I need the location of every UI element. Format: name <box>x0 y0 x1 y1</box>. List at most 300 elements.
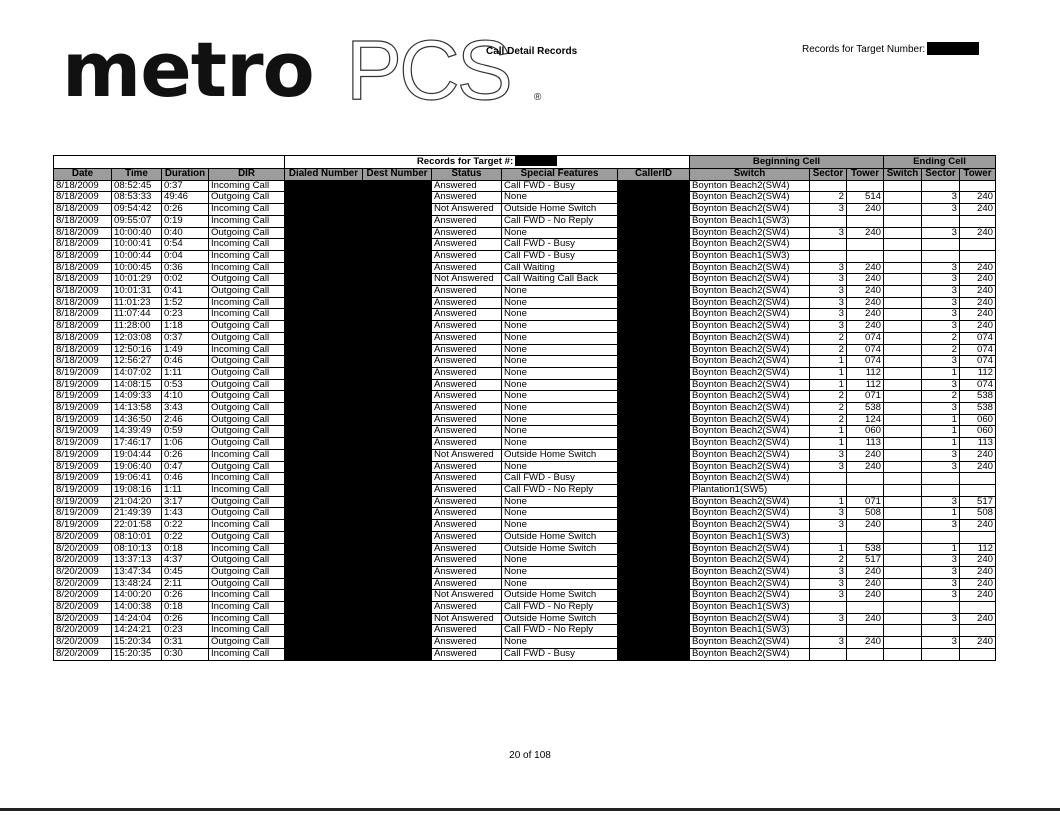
duration-cell: 0:22 <box>162 520 209 532</box>
switch-cell: Boynton Beach2(SW4) <box>690 426 810 438</box>
begin-sector-cell <box>810 602 847 614</box>
special-features-cell: None <box>502 508 618 520</box>
begin-tower-cell: 514 <box>847 192 884 204</box>
time-cell: 14:00:20 <box>112 590 162 602</box>
special-features-cell: None <box>502 344 618 356</box>
status-cell: Answered <box>432 637 502 649</box>
switch-cell: Boynton Beach2(SW4) <box>690 192 810 204</box>
redacted-dialed-number <box>285 239 363 251</box>
redacted-dest-number <box>363 508 432 520</box>
date-cell: 8/20/2009 <box>54 566 112 578</box>
time-cell: 15:20:35 <box>112 648 162 660</box>
begin-tower-cell <box>847 473 884 485</box>
redacted-caller-id <box>618 391 690 403</box>
status-cell: Answered <box>432 379 502 391</box>
end-tower-cell: 240 <box>960 449 996 461</box>
status-cell: Answered <box>432 262 502 274</box>
time-cell: 08:10:13 <box>112 543 162 555</box>
end-sector-cell: 3 <box>922 637 960 649</box>
date-cell: 8/20/2009 <box>54 625 112 637</box>
duration-cell: 2:11 <box>162 578 209 590</box>
redacted-caller-id <box>618 566 690 578</box>
redacted-dialed-number <box>285 637 363 649</box>
begin-tower-cell <box>847 250 884 262</box>
redacted-caller-id <box>618 590 690 602</box>
begin-tower-cell <box>847 484 884 496</box>
end-switch-cell <box>884 262 922 274</box>
redacted-dest-number <box>363 309 432 321</box>
redacted-caller-id <box>618 309 690 321</box>
begin-tower-cell: 240 <box>847 297 884 309</box>
end-sector-cell <box>922 625 960 637</box>
end-switch-cell <box>884 227 922 239</box>
redacted-caller-id <box>618 414 690 426</box>
begin-tower-cell: 240 <box>847 637 884 649</box>
date-cell: 8/18/2009 <box>54 239 112 251</box>
redacted-dialed-number <box>285 286 363 298</box>
redacted-dialed-number <box>285 625 363 637</box>
time-cell: 14:08:15 <box>112 379 162 391</box>
direction-cell: Outgoing Call <box>209 496 285 508</box>
duration-cell: 0:26 <box>162 204 209 216</box>
time-cell: 17:46:17 <box>112 438 162 450</box>
target-number-label <box>802 42 979 55</box>
end-sector-cell <box>922 215 960 227</box>
begin-tower-cell: 071 <box>847 496 884 508</box>
direction-cell: Outgoing Call <box>209 321 285 333</box>
redacted-dialed-number <box>285 215 363 227</box>
redacted-dest-number <box>363 286 432 298</box>
end-sector-cell: 3 <box>922 403 960 415</box>
end-switch-cell <box>884 484 922 496</box>
begin-sector-cell: 3 <box>810 286 847 298</box>
begin-tower-cell: 538 <box>847 543 884 555</box>
end-switch-cell <box>884 274 922 286</box>
redacted-caller-id <box>618 555 690 567</box>
duration-cell: 0:54 <box>162 239 209 251</box>
switch-cell: Boynton Beach2(SW4) <box>690 286 810 298</box>
end-sector-cell: 3 <box>922 578 960 590</box>
end-tower-cell <box>960 625 996 637</box>
date-cell: 8/18/2009 <box>54 180 112 192</box>
begin-tower-cell: 240 <box>847 520 884 532</box>
table-row <box>54 520 996 532</box>
special-features-cell: Call Waiting Call Back <box>502 274 618 286</box>
redacted-caller-id <box>618 520 690 532</box>
end-switch-cell <box>884 180 922 192</box>
special-features-cell: Call FWD - Busy <box>502 473 618 485</box>
redacted-dest-number <box>363 578 432 590</box>
end-sector-cell: 3 <box>922 590 960 602</box>
duration-cell: 0:22 <box>162 531 209 543</box>
switch-cell: Boynton Beach2(SW4) <box>690 520 810 532</box>
redacted-dialed-number <box>285 438 363 450</box>
duration-cell: 0:59 <box>162 426 209 438</box>
time-cell: 11:01:23 <box>112 297 162 309</box>
duration-cell: 0:26 <box>162 449 209 461</box>
direction-cell: Incoming Call <box>209 648 285 660</box>
begin-sector-cell: 1 <box>810 543 847 555</box>
special-features-cell: Call FWD - No Reply <box>502 602 618 614</box>
end-sector-cell: 3 <box>922 520 960 532</box>
column-header: Switch <box>690 169 810 181</box>
redacted-dest-number <box>363 204 432 216</box>
begin-sector-cell <box>810 484 847 496</box>
table-row <box>54 602 996 614</box>
redacted-caller-id <box>618 648 690 660</box>
end-switch-cell <box>884 566 922 578</box>
end-tower-cell: 538 <box>960 403 996 415</box>
switch-cell: Boynton Beach1(SW3) <box>690 531 810 543</box>
begin-sector-cell <box>810 473 847 485</box>
end-switch-cell <box>884 426 922 438</box>
begin-sector-cell: 3 <box>810 637 847 649</box>
begin-sector-cell <box>810 531 847 543</box>
redacted-target-number <box>927 42 979 55</box>
table-row <box>54 227 996 239</box>
redacted-dialed-number <box>285 555 363 567</box>
time-cell: 13:37:13 <box>112 555 162 567</box>
redacted-dialed-number <box>285 578 363 590</box>
end-sector-cell: 3 <box>922 262 960 274</box>
date-cell: 8/19/2009 <box>54 426 112 438</box>
time-cell: 21:04:20 <box>112 496 162 508</box>
redacted-dest-number <box>363 566 432 578</box>
redacted-dest-number <box>363 613 432 625</box>
direction-cell: Outgoing Call <box>209 438 285 450</box>
table-row <box>54 297 996 309</box>
column-header: Duration <box>162 169 209 181</box>
redacted-caller-id <box>618 461 690 473</box>
end-switch-cell <box>884 192 922 204</box>
status-cell: Answered <box>432 531 502 543</box>
direction-cell: Outgoing Call <box>209 332 285 344</box>
date-cell: 8/19/2009 <box>54 449 112 461</box>
direction-cell: Outgoing Call <box>209 356 285 368</box>
status-cell: Answered <box>432 403 502 415</box>
status-cell: Answered <box>432 332 502 344</box>
begin-sector-cell: 3 <box>810 204 847 216</box>
direction-cell: Incoming Call <box>209 449 285 461</box>
special-features-cell: Outside Home Switch <box>502 543 618 555</box>
begin-tower-cell: 240 <box>847 613 884 625</box>
end-sector-cell: 1 <box>922 438 960 450</box>
status-cell: Not Answered <box>432 590 502 602</box>
end-sector-cell <box>922 648 960 660</box>
end-switch-cell <box>884 250 922 262</box>
switch-cell: Boynton Beach2(SW4) <box>690 508 810 520</box>
end-tower-cell: 240 <box>960 262 996 274</box>
duration-cell: 0:19 <box>162 215 209 227</box>
begin-tower-cell: 240 <box>847 274 884 286</box>
redacted-dest-number <box>363 461 432 473</box>
direction-cell: Outgoing Call <box>209 578 285 590</box>
redacted-dialed-number <box>285 192 363 204</box>
begin-tower-cell: 240 <box>847 578 884 590</box>
beginning-cell-header: Beginning Cell <box>690 156 884 169</box>
begin-tower-cell: 508 <box>847 508 884 520</box>
begin-tower-cell <box>847 180 884 192</box>
direction-cell: Incoming Call <box>209 602 285 614</box>
direction-cell: Outgoing Call <box>209 555 285 567</box>
date-cell: 8/18/2009 <box>54 332 112 344</box>
begin-tower-cell <box>847 215 884 227</box>
begin-sector-cell: 1 <box>810 356 847 368</box>
date-cell: 8/20/2009 <box>54 613 112 625</box>
time-cell: 09:55:07 <box>112 215 162 227</box>
end-switch-cell <box>884 473 922 485</box>
time-cell: 19:08:16 <box>112 484 162 496</box>
end-tower-cell: 112 <box>960 367 996 379</box>
switch-cell: Boynton Beach2(SW4) <box>690 496 810 508</box>
special-features-cell: None <box>502 321 618 333</box>
column-header: Sector <box>922 169 960 181</box>
end-sector-cell: 3 <box>922 496 960 508</box>
redacted-dest-number <box>363 625 432 637</box>
redacted-dialed-number <box>285 297 363 309</box>
redacted-dialed-number <box>285 473 363 485</box>
end-sector-cell: 3 <box>922 286 960 298</box>
status-cell: Answered <box>432 496 502 508</box>
table-row <box>54 379 996 391</box>
redacted-dest-number <box>363 426 432 438</box>
status-cell: Answered <box>432 426 502 438</box>
special-features-cell: Outside Home Switch <box>502 449 618 461</box>
end-switch-cell <box>884 403 922 415</box>
special-features-cell: Call FWD - Busy <box>502 648 618 660</box>
duration-cell: 1:52 <box>162 297 209 309</box>
direction-cell: Incoming Call <box>209 297 285 309</box>
end-switch-cell <box>884 461 922 473</box>
direction-cell: Outgoing Call <box>209 426 285 438</box>
table-row <box>54 332 996 344</box>
begin-sector-cell: 3 <box>810 520 847 532</box>
table-row <box>54 286 996 298</box>
status-cell: Answered <box>432 297 502 309</box>
table-row <box>54 508 996 520</box>
redacted-caller-id <box>618 204 690 216</box>
date-cell: 8/19/2009 <box>54 367 112 379</box>
table-row <box>54 321 996 333</box>
special-features-cell: None <box>502 438 618 450</box>
begin-tower-cell: 060 <box>847 426 884 438</box>
end-tower-cell: 060 <box>960 426 996 438</box>
redacted-dialed-number <box>285 403 363 415</box>
end-sector-cell <box>922 602 960 614</box>
redacted-caller-id <box>618 180 690 192</box>
end-switch-cell <box>884 449 922 461</box>
special-features-cell: None <box>502 520 618 532</box>
begin-sector-cell <box>810 215 847 227</box>
direction-cell: Incoming Call <box>209 484 285 496</box>
switch-cell: Boynton Beach2(SW4) <box>690 344 810 356</box>
duration-cell: 1:49 <box>162 344 209 356</box>
begin-sector-cell: 3 <box>810 578 847 590</box>
special-features-cell: None <box>502 332 618 344</box>
begin-tower-cell: 112 <box>847 379 884 391</box>
time-cell: 12:50:16 <box>112 344 162 356</box>
time-cell: 12:03:08 <box>112 332 162 344</box>
begin-sector-cell: 2 <box>810 332 847 344</box>
date-cell: 8/19/2009 <box>54 414 112 426</box>
begin-tower-cell: 538 <box>847 403 884 415</box>
date-cell: 8/20/2009 <box>54 637 112 649</box>
begin-tower-cell: 112 <box>847 367 884 379</box>
redacted-dest-number <box>363 520 432 532</box>
table-row <box>54 613 996 625</box>
duration-cell: 0:47 <box>162 461 209 473</box>
redacted-caller-id <box>618 531 690 543</box>
end-switch-cell <box>884 508 922 520</box>
table-row <box>54 590 996 602</box>
end-tower-cell <box>960 531 996 543</box>
special-features-cell: Call FWD - Busy <box>502 239 618 251</box>
duration-cell: 1:11 <box>162 367 209 379</box>
redacted-caller-id <box>618 332 690 344</box>
status-cell: Answered <box>432 602 502 614</box>
end-sector-cell: 2 <box>922 391 960 403</box>
status-cell: Answered <box>432 215 502 227</box>
redacted-caller-id <box>618 403 690 415</box>
date-cell: 8/18/2009 <box>54 286 112 298</box>
time-cell: 14:09:33 <box>112 391 162 403</box>
direction-cell: Incoming Call <box>209 262 285 274</box>
duration-cell: 1:06 <box>162 438 209 450</box>
special-features-cell: Call Waiting <box>502 262 618 274</box>
status-cell: Answered <box>432 344 502 356</box>
redacted-caller-id <box>618 426 690 438</box>
redacted-dest-number <box>363 227 432 239</box>
duration-cell: 0:31 <box>162 637 209 649</box>
target-number-text: Records for Target Number: <box>802 44 926 55</box>
direction-cell: Outgoing Call <box>209 403 285 415</box>
begin-tower-cell: 240 <box>847 309 884 321</box>
end-tower-cell: 240 <box>960 461 996 473</box>
direction-cell: Incoming Call <box>209 625 285 637</box>
redacted-dest-number <box>363 484 432 496</box>
end-tower-cell: 240 <box>960 578 996 590</box>
end-switch-cell <box>884 391 922 403</box>
begin-sector-cell <box>810 648 847 660</box>
redacted-dialed-number <box>285 309 363 321</box>
redacted-caller-id <box>618 625 690 637</box>
begin-sector-cell: 3 <box>810 566 847 578</box>
status-cell: Answered <box>432 508 502 520</box>
redacted-dest-number <box>363 414 432 426</box>
begin-sector-cell: 2 <box>810 403 847 415</box>
special-features-cell: None <box>502 555 618 567</box>
status-cell: Answered <box>432 438 502 450</box>
duration-cell: 0:23 <box>162 625 209 637</box>
special-features-cell: Call FWD - Busy <box>502 250 618 262</box>
redacted-dest-number <box>363 215 432 227</box>
redacted-caller-id <box>618 578 690 590</box>
special-features-cell: None <box>502 578 618 590</box>
date-cell: 8/20/2009 <box>54 531 112 543</box>
special-features-cell: None <box>502 379 618 391</box>
end-tower-cell <box>960 473 996 485</box>
page-number: 20 of 108 <box>509 750 551 761</box>
column-header: Tower <box>960 169 996 181</box>
status-cell: Answered <box>432 192 502 204</box>
end-switch-cell <box>884 613 922 625</box>
end-switch-cell <box>884 367 922 379</box>
redacted-caller-id <box>618 286 690 298</box>
direction-cell: Incoming Call <box>209 215 285 227</box>
time-cell: 19:04:44 <box>112 449 162 461</box>
direction-cell: Incoming Call <box>209 543 285 555</box>
redacted-dialed-number <box>285 204 363 216</box>
special-features-cell: None <box>502 356 618 368</box>
time-cell: 10:00:40 <box>112 227 162 239</box>
special-features-cell: Call FWD - Busy <box>502 180 618 192</box>
direction-cell: Incoming Call <box>209 250 285 262</box>
switch-cell: Boynton Beach2(SW4) <box>690 180 810 192</box>
status-cell: Not Answered <box>432 449 502 461</box>
end-tower-cell: 074 <box>960 332 996 344</box>
redacted-caller-id <box>618 508 690 520</box>
table-row <box>54 215 996 227</box>
end-sector-cell: 3 <box>922 555 960 567</box>
switch-cell: Boynton Beach2(SW4) <box>690 367 810 379</box>
time-cell: 14:24:04 <box>112 613 162 625</box>
end-tower-cell: 240 <box>960 321 996 333</box>
begin-tower-cell <box>847 531 884 543</box>
switch-cell: Boynton Beach2(SW4) <box>690 356 810 368</box>
redacted-dialed-number <box>285 602 363 614</box>
end-sector-cell: 1 <box>922 367 960 379</box>
logo-registered-mark: ® <box>534 92 542 103</box>
duration-cell: 2:46 <box>162 414 209 426</box>
date-cell: 8/19/2009 <box>54 403 112 415</box>
redacted-caller-id <box>618 613 690 625</box>
direction-cell: Outgoing Call <box>209 508 285 520</box>
begin-tower-cell: 240 <box>847 227 884 239</box>
begin-tower-cell: 124 <box>847 414 884 426</box>
redacted-dialed-number <box>285 508 363 520</box>
date-cell: 8/18/2009 <box>54 204 112 216</box>
duration-cell: 0:36 <box>162 262 209 274</box>
direction-cell: Incoming Call <box>209 520 285 532</box>
end-switch-cell <box>884 625 922 637</box>
status-cell: Answered <box>432 180 502 192</box>
redacted-dialed-number <box>285 648 363 660</box>
begin-sector-cell: 3 <box>810 297 847 309</box>
redacted-caller-id <box>618 449 690 461</box>
switch-cell: Boynton Beach2(SW4) <box>690 590 810 602</box>
end-sector-cell: 3 <box>922 566 960 578</box>
redacted-dialed-number <box>285 227 363 239</box>
redacted-dest-number <box>363 555 432 567</box>
end-sector-cell: 3 <box>922 461 960 473</box>
redacted-dialed-number <box>285 543 363 555</box>
special-features-cell: None <box>502 227 618 239</box>
begin-sector-cell: 3 <box>810 449 847 461</box>
begin-sector-cell: 2 <box>810 555 847 567</box>
end-switch-cell <box>884 286 922 298</box>
switch-cell: Boynton Beach2(SW4) <box>690 555 810 567</box>
redacted-caller-id <box>618 274 690 286</box>
end-switch-cell <box>884 578 922 590</box>
end-sector-cell: 2 <box>922 332 960 344</box>
end-sector-cell: 1 <box>922 543 960 555</box>
end-sector-cell: 1 <box>922 426 960 438</box>
date-cell: 8/19/2009 <box>54 473 112 485</box>
redacted-dest-number <box>363 496 432 508</box>
redacted-dialed-number <box>285 461 363 473</box>
redacted-dest-number <box>363 531 432 543</box>
direction-cell: Outgoing Call <box>209 274 285 286</box>
